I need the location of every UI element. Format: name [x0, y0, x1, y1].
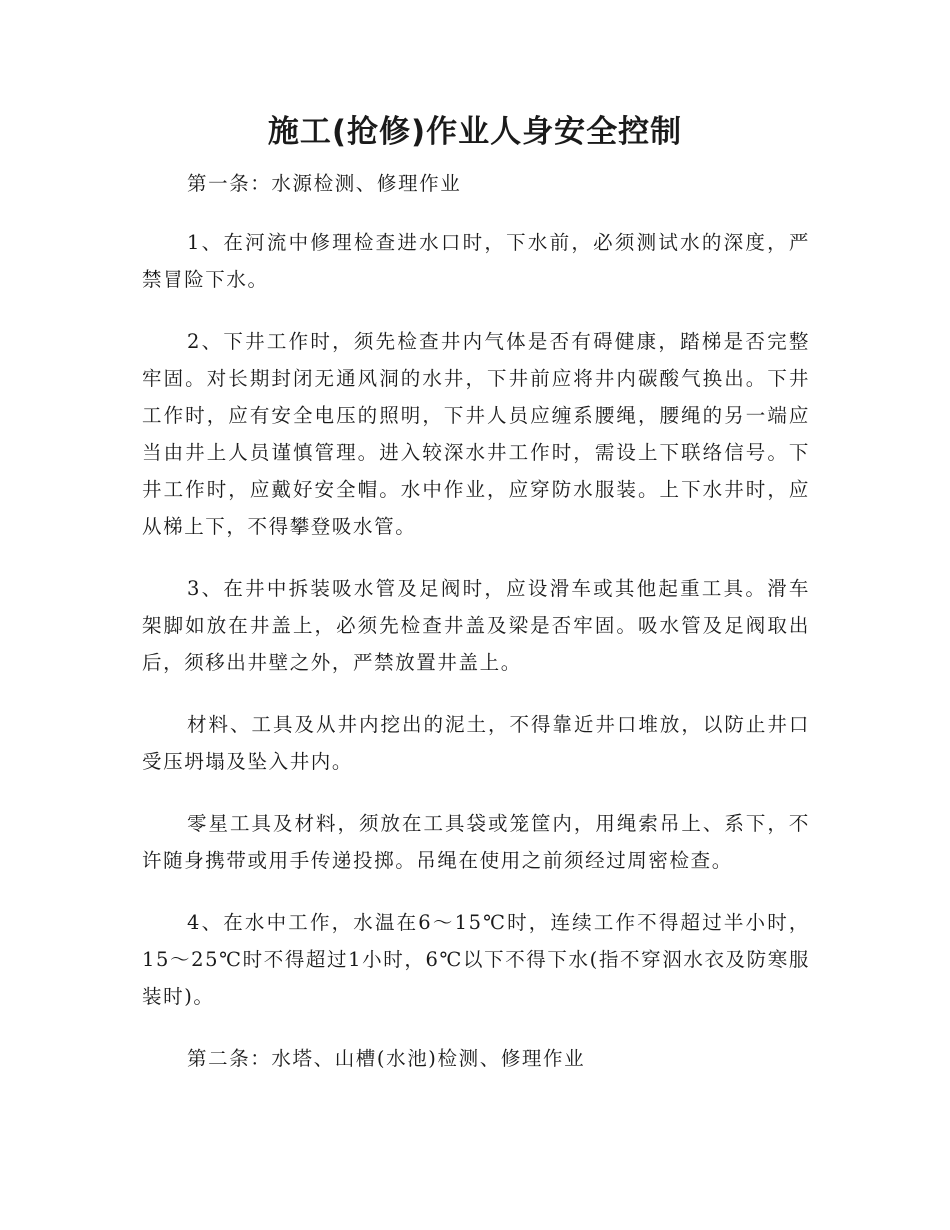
paragraph-item-2: 2、下井工作时，须先检查井内气体是否有碍健康，踏梯是否完整牢固。对长期封闭无通风洞的水井，下井前应将井内碳酸气换出。下井工作时，应有安全电压的照明，下井人员应缠系腰绳，腰绳的另一端应当由井上人员谨慎管理。进入较深水井工作时，需设上下联络信号。下井工作时，应戴好安全帽。水中作业，应穿防水服装。上下水井时，应从梯上下，不得攀登吸水管。 [142, 330, 810, 538]
paragraph-materials: 材料、工具及从井内挖出的泥土，不得靠近井口堆放，以防止井口受压坍塌及坠入井内。 [142, 713, 810, 773]
section-heading-1: 第一条：水源检测、修理作业 [187, 172, 462, 195]
document-body [142, 165, 810, 1099]
document-title: 施工(抢修)作业人身安全控制 [267, 114, 683, 150]
paragraph-item-3: 3、在井中拆装吸水管及足阀时，应设滑车或其他起重工具。滑车架脚如放在井盖上，必须先检查井盖及梁是否牢固。吸水管及足阀取出后，须移出井壁之外，严禁放置井盖上。 [142, 577, 810, 674]
paragraph-item-1: 1、在河流中修理检查进水口时，下水前，必须测试水的深度，严禁冒险下水。 [142, 231, 810, 291]
paragraph-tools: 零星工具及材料，须放在工具袋或笼筐内，用绳索吊上、系下，不许随身携带或用手传递投掷。吊绳在使用之前须经过周密检查。 [142, 812, 810, 872]
paragraph-item-4: 4、在水中工作，水温在6～15℃时，连续工作不得超过半小时，15～25℃时不得超过1小时，6℃以下不得下水(指不穿泅水衣及防寒服装时)。 [142, 911, 810, 1008]
section-heading-2: 第二条：水塔、山槽(水池)检测、修理作业 [187, 1047, 586, 1070]
